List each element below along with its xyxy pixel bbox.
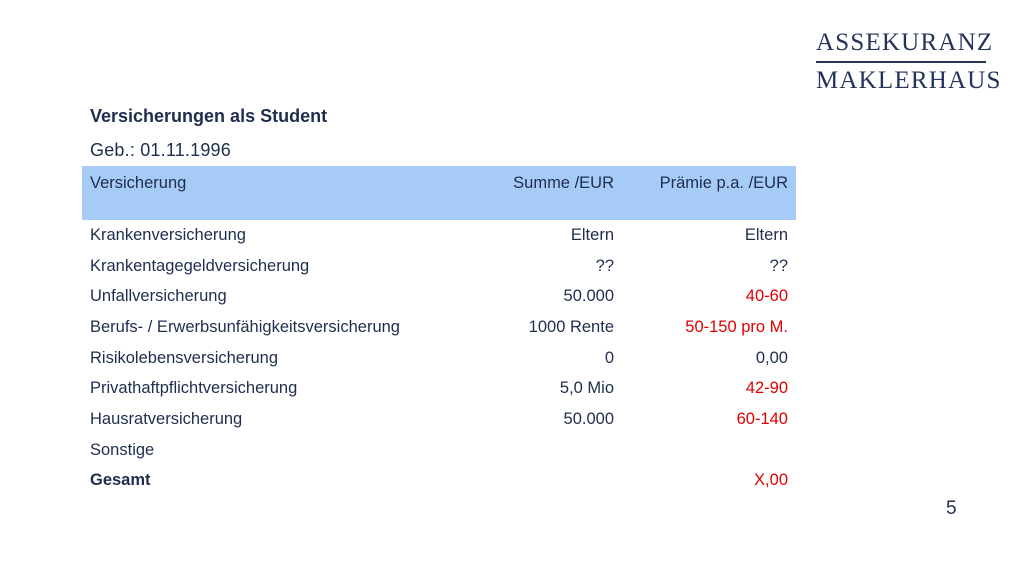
row-summe: 50.000: [563, 409, 614, 428]
row-name: Krankenversicherung: [90, 225, 246, 244]
row-praemie: 60-140: [736, 409, 788, 428]
slide-title: Versicherungen als Student: [90, 106, 328, 126]
insurance-table: [82, 166, 796, 496]
row-name: Berufs- / Erwerbsunfähigkeitsversicherung: [90, 317, 400, 336]
header-versicherung: Versicherung: [82, 166, 478, 220]
total-praemie: X,00: [754, 471, 788, 490]
logo-divider: [816, 61, 986, 63]
row-praemie: 0,00: [755, 348, 788, 367]
row-summe: 50.000: [563, 287, 614, 306]
table-row: [82, 220, 796, 251]
row-name: Krankentagegeldversicherung: [90, 256, 310, 275]
logo-line-2: MAKLERHAUS: [816, 66, 1002, 94]
table-row: [82, 435, 796, 466]
row-summe: 0: [604, 348, 614, 367]
row-name: Sonstige: [90, 440, 155, 459]
table-row: [82, 251, 796, 282]
table-row: [82, 281, 796, 312]
total-label: Gesamt: [90, 471, 151, 490]
row-praemie: 50-150 pro M.: [685, 317, 788, 336]
table-row: [82, 343, 796, 374]
row-summe: 1000 Rente: [528, 317, 614, 336]
table-header-row: [82, 166, 796, 220]
table-row: [82, 373, 796, 404]
total-row: [82, 466, 796, 497]
row-summe: ??: [595, 256, 614, 275]
row-name: Risikolebensversicherung: [90, 348, 279, 367]
row-praemie: 40-60: [745, 287, 788, 306]
header-summe: Summe /EUR: [478, 166, 622, 220]
row-name: Hausratversicherung: [90, 409, 243, 428]
birth-date: Geb.: 01.11.1996: [90, 140, 231, 160]
row-summe: Eltern: [570, 225, 614, 244]
row-name: Privathaftpflichtversicherung: [90, 379, 298, 398]
company-logo: [816, 28, 1002, 96]
page-number: 5: [946, 498, 957, 519]
row-name: Unfallversicherung: [90, 287, 227, 306]
row-summe: [478, 435, 622, 466]
table-row: [82, 404, 796, 435]
row-praemie: ??: [769, 256, 788, 275]
row-praemie: Eltern: [744, 225, 788, 244]
row-praemie: 42-90: [745, 379, 788, 398]
total-summe: [478, 466, 622, 497]
logo-line-1: ASSEKURANZ: [816, 29, 994, 56]
row-summe: 5,0 Mio: [559, 379, 614, 398]
header-praemie: Prämie p.a. /EUR: [622, 166, 796, 220]
table-row: [82, 312, 796, 343]
row-praemie: [622, 435, 796, 466]
